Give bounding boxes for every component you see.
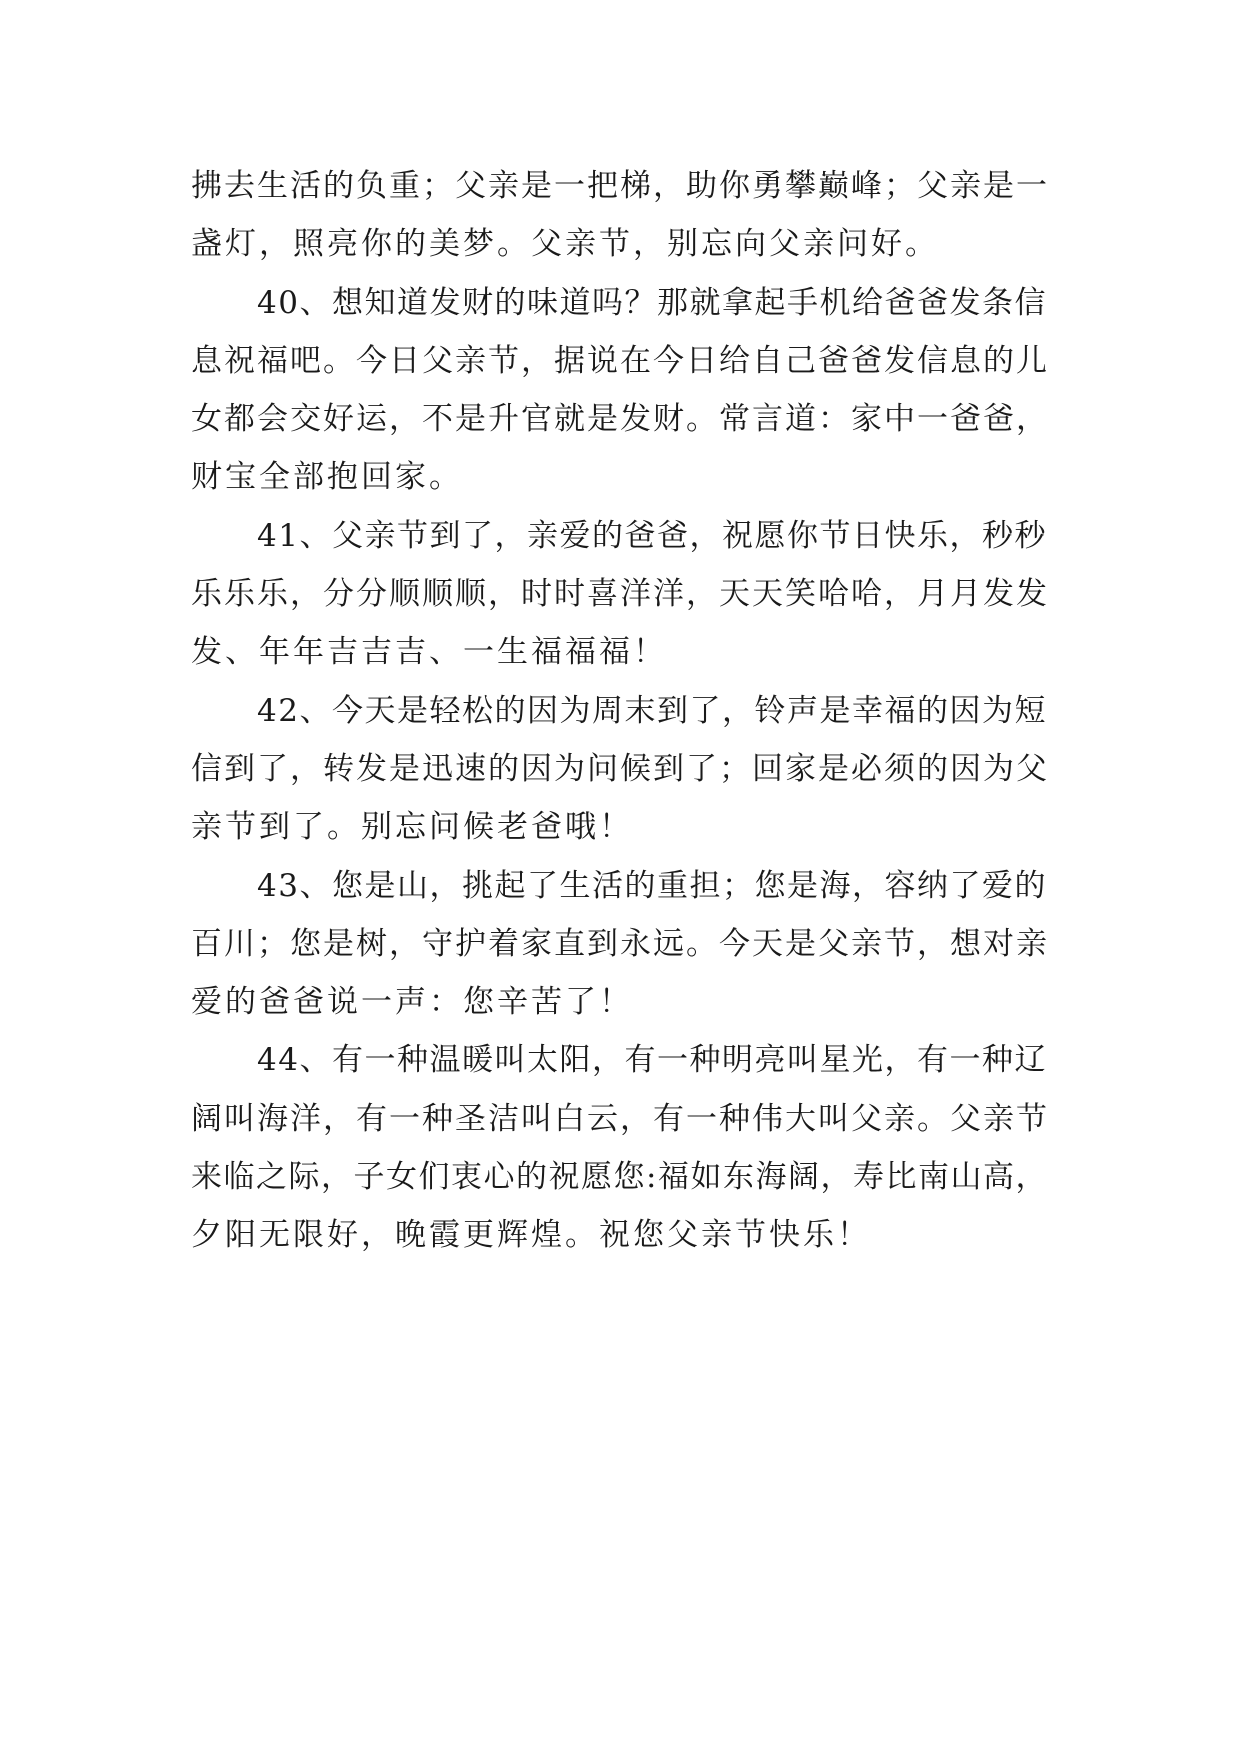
text-line: 44、有一种温暖叫太阳，有一种明亮叫星光，有一种辽 <box>257 1042 1047 1079</box>
text-line: 夕阳无限好，晚霞更辉煌。祝您父亲节快乐！ <box>191 1217 871 1254</box>
text-line: 41、父亲节到了，亲爱的爸爸，祝愿你节日快乐，秒秒 <box>257 517 1047 554</box>
text-line: 43、您是山，挑起了生活的重担；您是海，容纳了爱的 <box>257 867 1047 904</box>
text-line: 40、想知道发财的味道吗？那就拿起手机给爸爸发条信 <box>257 284 1047 321</box>
text-line: 42、今天是轻松的因为周末到了，铃声是幸福的因为短 <box>257 692 1047 729</box>
text-line: 乐乐乐，分分顺顺顺，时时喜洋洋，天天笑哈哈，月月发发 <box>191 576 1049 613</box>
text-line: 阔叫海洋，有一种圣洁叫白云，有一种伟大叫父亲。父亲节 <box>191 1100 1049 1137</box>
paragraph-41 <box>191 507 1051 682</box>
paragraph-43 <box>191 857 1051 1032</box>
text-line: 女都会交好运，不是升官就是发财。常言道：家中一爸爸， <box>191 401 1049 438</box>
text-line: 来临之际，子女们衷心的祝愿您:福如东海阔，寿比南山高， <box>191 1159 1048 1196</box>
text-line: 信到了，转发是迅速的因为问候到了；回家是必须的因为父 <box>191 750 1049 787</box>
text-line: 盏灯，照亮你的美梦。父亲节，别忘向父亲问好。 <box>191 226 939 263</box>
text-line: 爱的爸爸说一声：您辛苦了！ <box>191 984 633 1021</box>
paragraph-continuation <box>191 157 1051 274</box>
text-line: 发、年年吉吉吉、一生福福福！ <box>191 634 667 671</box>
text-line: 拂去生活的负重；父亲是一把梯，助你勇攀巅峰；父亲是一 <box>191 168 1049 204</box>
paragraph-42 <box>191 682 1051 857</box>
text-line: 息祝福吧。今日父亲节，据说在今日给自己爸爸发信息的儿 <box>191 342 1049 379</box>
paragraph-40 <box>191 274 1051 507</box>
document-body <box>191 157 1051 1265</box>
text-line: 财宝全部抱回家。 <box>191 459 463 496</box>
paragraph-44 <box>191 1031 1051 1264</box>
text-line: 亲节到了。别忘问候老爸哦！ <box>191 809 633 846</box>
text-line: 百川；您是树，守护着家直到永远。今天是父亲节，想对亲 <box>191 925 1049 962</box>
